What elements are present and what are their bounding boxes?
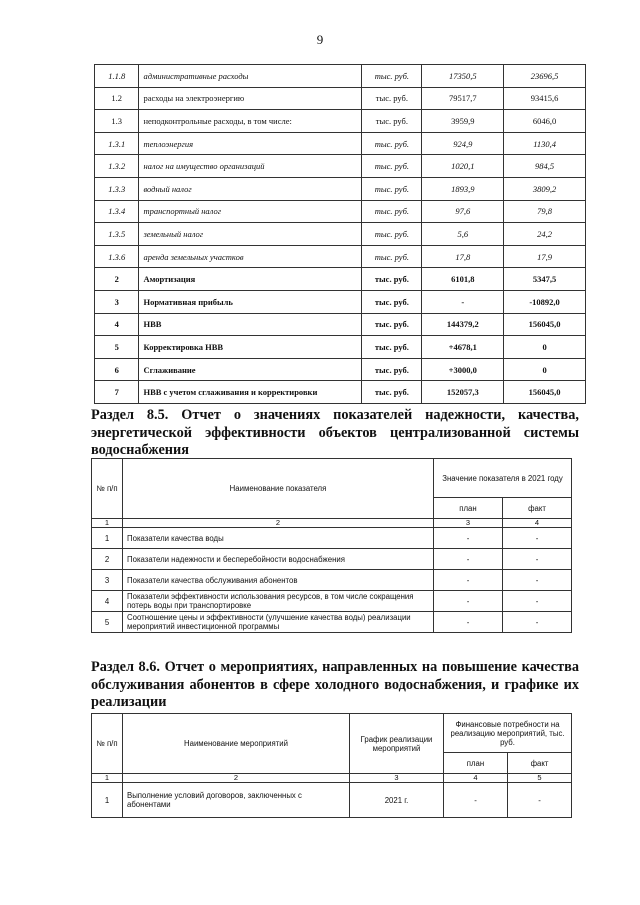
row-name: административные расходы (139, 65, 362, 88)
row-plan: - (434, 612, 503, 633)
index-cell: 5 (508, 774, 572, 783)
table-row (95, 245, 586, 268)
row-value-1: 1893,9 (422, 177, 504, 200)
index-cell: 3 (434, 519, 503, 528)
row-fact: - (503, 591, 572, 612)
row-schedule: 2021 г. (350, 783, 444, 818)
row-plan: - (434, 570, 503, 591)
row-value-1: - (422, 290, 504, 313)
row-value-1: 97,6 (422, 200, 504, 223)
row-unit: тыс. руб. (362, 177, 422, 200)
row-unit: тыс. руб. (362, 110, 422, 133)
row-name: земельный налог (139, 223, 362, 246)
row-number: 1 (92, 528, 123, 549)
row-plan: - (434, 549, 503, 570)
row-value-2: 984,5 (504, 155, 586, 178)
row-value-2: 93415,6 (504, 87, 586, 110)
section-8-5-title: Раздел 8.5. Отчет о значениях показателей надежности, качества, энергетической эффективности объектов централизованной системы водоснабжения (91, 407, 579, 458)
row-name: НВВ (139, 313, 362, 336)
row-value-2: 0 (504, 358, 586, 381)
row-number: 1.3.5 (95, 223, 139, 246)
row-unit: тыс. руб. (362, 313, 422, 336)
row-value-2: 17,9 (504, 245, 586, 268)
row-unit: тыс. руб. (362, 358, 422, 381)
table-row (95, 155, 586, 178)
row-value-2: 6046,0 (504, 110, 586, 133)
table-row (95, 381, 586, 404)
cost-table (94, 64, 586, 404)
table-row (92, 612, 572, 633)
row-number: 3 (92, 570, 123, 591)
row-value-2: 79,8 (504, 200, 586, 223)
row-unit: тыс. руб. (362, 132, 422, 155)
header-plan: план (444, 753, 508, 774)
header-schedule: График реализации мероприятий (350, 714, 444, 774)
row-value-1: 6101,8 (422, 268, 504, 291)
header-finance-group: Финансовые потребности на реализацию мероприятий, тыс. руб. (444, 714, 572, 753)
row-fact: - (508, 783, 572, 818)
table-row (95, 223, 586, 246)
row-plan: - (434, 591, 503, 612)
row-fact: - (503, 570, 572, 591)
row-value-2: 1130,4 (504, 132, 586, 155)
row-name: Амортизация (139, 268, 362, 291)
table-row (92, 528, 572, 549)
table-row (95, 177, 586, 200)
row-name: НВВ с учетом сглаживания и корректировки (139, 381, 362, 404)
header-num: № п/п (92, 714, 123, 774)
table-row (95, 87, 586, 110)
index-cell: 4 (444, 774, 508, 783)
row-number: 1 (92, 783, 123, 818)
row-number: 1.3 (95, 110, 139, 133)
table-row (95, 358, 586, 381)
row-number: 6 (95, 358, 139, 381)
row-value-2: 3809,2 (504, 177, 586, 200)
row-value-1: 144379,2 (422, 313, 504, 336)
row-name: Соотношение цены и эффективности (улучшение качества воды) реализации мероприятий инвестиционной программы (123, 612, 434, 633)
row-plan: - (444, 783, 508, 818)
row-fact: - (503, 549, 572, 570)
row-value-1: +3000,0 (422, 358, 504, 381)
table-row (92, 783, 572, 818)
indicators-table (91, 458, 572, 633)
table-row (95, 132, 586, 155)
row-value-2: -10892,0 (504, 290, 586, 313)
row-unit: тыс. руб. (362, 87, 422, 110)
row-number: 4 (95, 313, 139, 336)
row-name: расходы на электроэнергию (139, 87, 362, 110)
row-value-2: 23696,5 (504, 65, 586, 88)
row-value-1: 17350,5 (422, 65, 504, 88)
row-number: 1.3.4 (95, 200, 139, 223)
row-value-2: 156045,0 (504, 381, 586, 404)
row-number: 4 (92, 591, 123, 612)
row-value-1: +4678,1 (422, 336, 504, 359)
table-row (95, 65, 586, 88)
header-plan: план (434, 498, 503, 519)
row-number: 2 (95, 268, 139, 291)
header-value-group: Значение показателя в 2021 году (434, 459, 572, 498)
row-value-1: 3959,9 (422, 110, 504, 133)
row-name: Показатели качества воды (123, 528, 434, 549)
measures-table (91, 713, 572, 818)
header-fact: факт (503, 498, 572, 519)
row-number: 1.1.8 (95, 65, 139, 88)
row-fact: - (503, 528, 572, 549)
row-value-2: 156045,0 (504, 313, 586, 336)
page-number: 9 (316, 32, 324, 47)
row-unit: тыс. руб. (362, 155, 422, 178)
row-name: теплоэнергия (139, 132, 362, 155)
row-value-2: 24,2 (504, 223, 586, 246)
row-number: 1.3.3 (95, 177, 139, 200)
row-name: Нормативная прибыль (139, 290, 362, 313)
header-name: Наименование мероприятий (123, 714, 350, 774)
section-8-6-title: Раздел 8.6. Отчет о мероприятиях, направленных на повышение качества обслуживания абонентов в сфере холодного водоснабжения, и графике их реализации (91, 659, 579, 710)
row-value-2: 0 (504, 336, 586, 359)
row-value-1: 924,9 (422, 132, 504, 155)
row-value-2: 5347,5 (504, 268, 586, 291)
row-number: 1.3.2 (95, 155, 139, 178)
index-cell: 1 (92, 519, 123, 528)
table-row (92, 570, 572, 591)
row-value-1: 152057,3 (422, 381, 504, 404)
table-row (95, 313, 586, 336)
table-row (95, 290, 586, 313)
row-unit: тыс. руб. (362, 290, 422, 313)
row-name: налог на имущество организаций (139, 155, 362, 178)
row-unit: тыс. руб. (362, 65, 422, 88)
row-unit: тыс. руб. (362, 245, 422, 268)
table-row (95, 200, 586, 223)
row-number: 1.2 (95, 87, 139, 110)
row-number: 5 (95, 336, 139, 359)
row-name: Корректировка НВВ (139, 336, 362, 359)
index-cell: 2 (123, 774, 350, 783)
row-fact: - (503, 612, 572, 633)
table-row (92, 591, 572, 612)
row-name: аренда земельных участков (139, 245, 362, 268)
row-name: Показатели качества обслуживания абонентов (123, 570, 434, 591)
row-value-1: 79517,7 (422, 87, 504, 110)
row-name: Показатели надежности и бесперебойности водоснабжения (123, 549, 434, 570)
row-name: транспортный налог (139, 200, 362, 223)
row-name: Выполнение условий договоров, заключенных с абонентами (123, 783, 350, 818)
row-number: 2 (92, 549, 123, 570)
row-value-1: 1020,1 (422, 155, 504, 178)
row-value-1: 5,6 (422, 223, 504, 246)
table-row (95, 268, 586, 291)
table-row (92, 549, 572, 570)
row-number: 3 (95, 290, 139, 313)
index-cell: 1 (92, 774, 123, 783)
header-fact: факт (508, 753, 572, 774)
row-name: водный налог (139, 177, 362, 200)
header-name: Наименование показателя (123, 459, 434, 519)
row-unit: тыс. руб. (362, 381, 422, 404)
row-plan: - (434, 528, 503, 549)
header-num: № п/п (92, 459, 123, 519)
table-row (95, 336, 586, 359)
row-unit: тыс. руб. (362, 200, 422, 223)
index-cell: 3 (350, 774, 444, 783)
index-cell: 4 (503, 519, 572, 528)
row-name: Сглаживание (139, 358, 362, 381)
table-row (95, 110, 586, 133)
row-number: 7 (95, 381, 139, 404)
index-cell: 2 (123, 519, 434, 528)
row-unit: тыс. руб. (362, 223, 422, 246)
row-value-1: 17,8 (422, 245, 504, 268)
row-unit: тыс. руб. (362, 336, 422, 359)
row-unit: тыс. руб. (362, 268, 422, 291)
row-name: неподконтрольные расходы, в том числе: (139, 110, 362, 133)
row-number: 5 (92, 612, 123, 633)
row-number: 1.3.6 (95, 245, 139, 268)
row-name: Показатели эффективности использования ресурсов, в том числе сокращения потерь воды при транспортировке (123, 591, 434, 612)
row-number: 1.3.1 (95, 132, 139, 155)
